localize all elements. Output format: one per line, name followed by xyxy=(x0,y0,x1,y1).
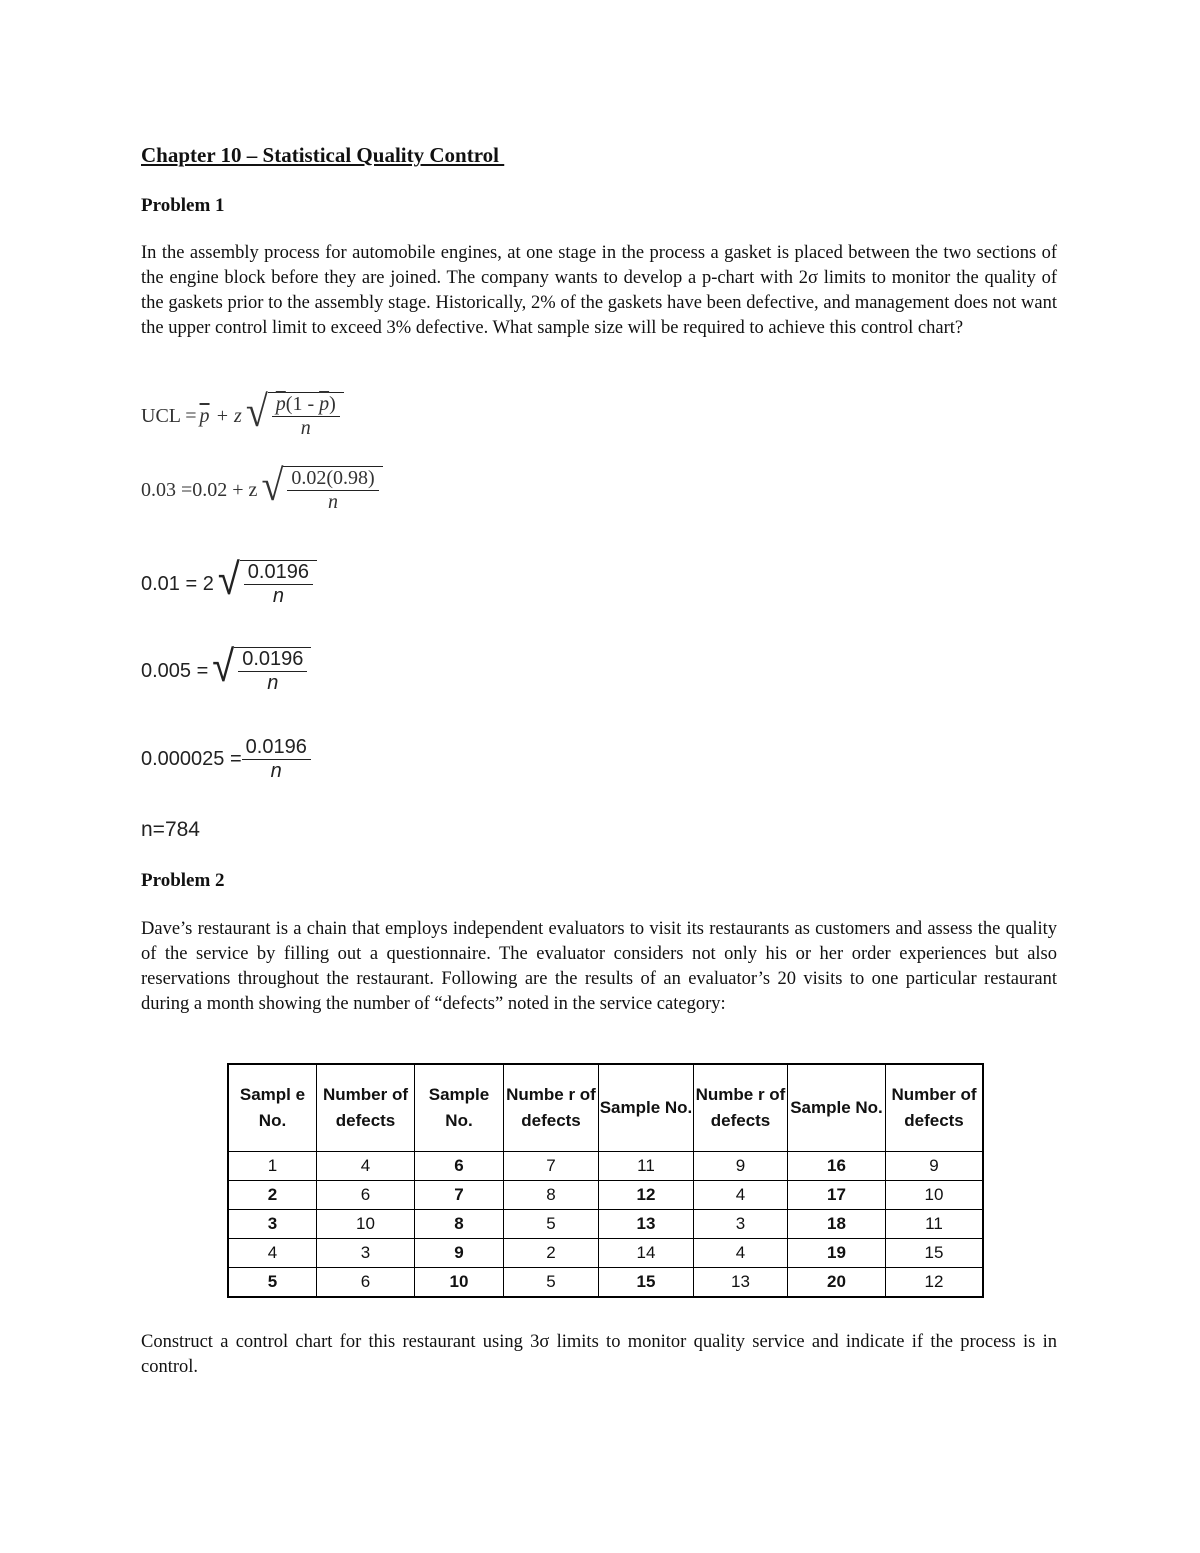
chapter-title: Chapter 10 – Statistical Quality Control xyxy=(141,143,505,167)
denominator: n xyxy=(328,491,339,513)
equation-2 xyxy=(141,460,383,514)
fraction xyxy=(234,647,311,695)
table-row xyxy=(228,1152,983,1181)
column-header: Numbe r of defects xyxy=(504,1064,599,1152)
defects-table xyxy=(227,1063,984,1298)
sqrt: √ $\frac{p(1 - \overline{p})}{n}$ xyxy=(246,392,344,440)
eq5-lhs: 0.000025 = xyxy=(141,748,242,770)
numerator: 0.0196 xyxy=(238,648,307,672)
sample-number-cell: 15 xyxy=(599,1268,694,1298)
fraction xyxy=(240,560,317,608)
defects-count-cell: 5 xyxy=(504,1268,599,1298)
answer: n=784 xyxy=(141,818,200,841)
sample-number-cell: 12 xyxy=(599,1181,694,1210)
equation-3 xyxy=(141,555,317,608)
eq3-lhs: 0.01 = 2 xyxy=(141,572,214,595)
denominator: n xyxy=(270,760,282,782)
sample-number-cell: 10 xyxy=(415,1268,504,1298)
defects-count-cell: 4 xyxy=(694,1181,788,1210)
defects-count-cell: 4 xyxy=(317,1152,415,1181)
table-row xyxy=(228,1239,983,1268)
fraction xyxy=(268,392,344,440)
equation-5 xyxy=(141,736,311,783)
denominator: n xyxy=(267,672,279,694)
sample-number-cell: 17 xyxy=(788,1181,886,1210)
column-header: Number of defects xyxy=(886,1064,984,1152)
sqrt: √ $\frac{0.0196}{n}$ xyxy=(212,647,311,695)
fraction xyxy=(283,466,382,514)
problem-2-heading: Problem 2 xyxy=(141,870,225,891)
numerator: 0.02(0.98) xyxy=(287,467,378,491)
eq4-lhs: 0.005 = xyxy=(141,659,209,682)
defects-count-cell: 2 xyxy=(504,1239,599,1268)
problem-2-question: Construct a control chart for this restaurant using 3σ limits to monitor quality service and indicate if the process is in control. xyxy=(141,1332,1057,1377)
column-header: Sampl e No. xyxy=(228,1064,317,1152)
defects-count-cell: 3 xyxy=(317,1239,415,1268)
p-bar: $\overline{p}$ xyxy=(199,404,210,427)
sample-number-cell: 18 xyxy=(788,1210,886,1239)
sample-number-cell: 3 xyxy=(228,1210,317,1239)
ucl-formula xyxy=(141,386,344,440)
sqrt: √ $\frac{0.0196}{n}$ xyxy=(218,560,317,608)
defects-count-cell: 8 xyxy=(504,1181,599,1210)
defects-count-cell: 13 xyxy=(694,1268,788,1298)
num-close: ) xyxy=(329,393,336,415)
fraction xyxy=(242,736,311,783)
table-header-row xyxy=(228,1064,983,1152)
sample-number-cell: 4 xyxy=(228,1239,317,1268)
sample-number-cell: 8 xyxy=(415,1210,504,1239)
table-body xyxy=(228,1152,983,1298)
defects-count-cell: 11 xyxy=(886,1210,984,1239)
p-bar: p xyxy=(275,393,286,415)
sample-number-cell: 14 xyxy=(599,1239,694,1268)
sample-number-cell: 1 xyxy=(228,1152,317,1181)
table-row xyxy=(228,1268,983,1298)
defects-count-cell: 12 xyxy=(886,1268,984,1298)
numerator: 0.0196 xyxy=(244,561,313,585)
column-header: Sample No. xyxy=(599,1064,694,1152)
defects-count-cell: 5 xyxy=(504,1210,599,1239)
problem-1-heading: Problem 1 xyxy=(141,195,225,216)
sample-number-cell: 5 xyxy=(228,1268,317,1298)
ucl-lhs: UCL = xyxy=(141,404,197,427)
sample-number-cell: 7 xyxy=(415,1181,504,1210)
num-open: (1 - xyxy=(285,393,315,415)
problem-1-text: In the assembly process for automobile engines, at one stage in the process a gasket is placed between the two sections of the engine block before they are joined. The company wants to develop a p-chart with 2σ limits to monitor the quality of the gaskets prior to the assembly stage. Historically, 2% of the gaskets have been defective, and management does not want the upper control limit to exceed 3% defective. What sample size will be required to achieve this control chart? xyxy=(141,243,1057,338)
equation-4 xyxy=(141,642,311,695)
defects-count-cell: 4 xyxy=(694,1239,788,1268)
defects-count-cell: 6 xyxy=(317,1268,415,1298)
p-bar: $\overline{p}$ xyxy=(319,393,330,415)
sample-number-cell: 2 xyxy=(228,1181,317,1210)
defects-count-cell: 9 xyxy=(886,1152,984,1181)
denominator: n xyxy=(300,417,311,439)
sample-number-cell: 19 xyxy=(788,1239,886,1268)
denominator: n xyxy=(272,585,284,607)
plus-z: + z xyxy=(215,404,242,427)
sample-number-cell: 11 xyxy=(599,1152,694,1181)
sqrt: √ $\frac{0.02(0.98)}{n}$ xyxy=(261,466,382,514)
sample-number-cell: 13 xyxy=(599,1210,694,1239)
column-header: Sample No. xyxy=(415,1064,504,1152)
defects-count-cell: 7 xyxy=(504,1152,599,1181)
defects-count-cell: 15 xyxy=(886,1239,984,1268)
eq2-lhs: 0.03 =0.02 + z xyxy=(141,478,258,501)
defects-count-cell: 9 xyxy=(694,1152,788,1181)
column-header: Number of defects xyxy=(317,1064,415,1152)
column-header: Numbe r of defects xyxy=(694,1064,788,1152)
numerator: 0.0196 xyxy=(242,736,311,760)
table-row xyxy=(228,1181,983,1210)
sample-number-cell: 6 xyxy=(415,1152,504,1181)
column-header: Sample No. xyxy=(788,1064,886,1152)
defects-count-cell: 10 xyxy=(317,1210,415,1239)
sample-number-cell: 16 xyxy=(788,1152,886,1181)
defects-count-cell: 3 xyxy=(694,1210,788,1239)
sample-number-cell: 9 xyxy=(415,1239,504,1268)
sample-number-cell: 20 xyxy=(788,1268,886,1298)
defects-count-cell: 10 xyxy=(886,1181,984,1210)
defects-count-cell: 6 xyxy=(317,1181,415,1210)
problem-2-text: Dave’s restaurant is a chain that employs independent evaluators to visit its restaurants as customers and assess the quality of the service by filling out a questionnaire. The evaluator considers not only his or her order experiences but also reservations throughout the restaurant. Following are the results of an evaluator’s 20 visits to one particular restaurant during a month showing the number of “defects” noted in the service category: xyxy=(141,919,1057,1014)
table-row xyxy=(228,1210,983,1239)
